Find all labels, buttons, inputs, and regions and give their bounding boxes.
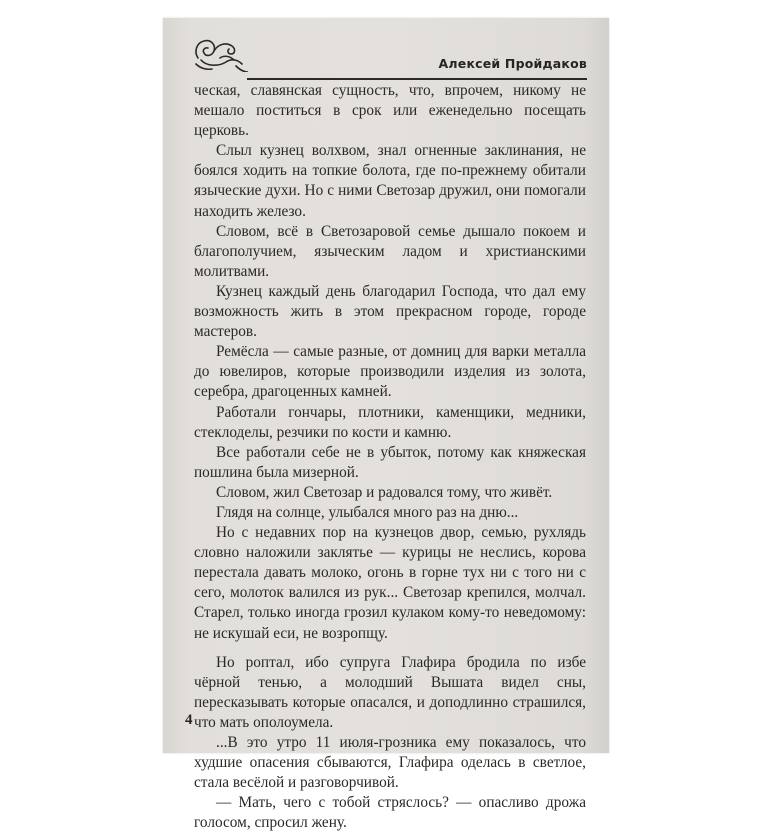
header-author: Алексей Пройдаков bbox=[438, 56, 587, 71]
paragraph: Словом, всё в Светозаровой семье дышало покоем и благополучием, языческим ладом и христианскими молитвами. bbox=[194, 222, 586, 280]
header-rule bbox=[247, 78, 587, 80]
paragraph: Все работали себе не в убыток, потому как княжеская пошлина была мизерной. bbox=[194, 443, 586, 481]
paragraph: Но роптал, ибо супруга Глафира бродила по избе чёрной тенью, а молодший Вышата видел сны, пересказывать которые опасался, и доподлинно страшился, что мать ополоумела. bbox=[194, 653, 586, 731]
paragraph: ...В это утро 11 июля-грозника ему показалось, что худшие опасения сбываются, Глафира оделась в светлое, стала весёлой и разговорчивой. bbox=[194, 734, 586, 792]
paragraph: Кузнец каждый день благодарил Господа, что дал ему возможность жить в этом прекрасном городе, городе мастеров. bbox=[194, 282, 586, 341]
paragraph: Словом, жил Светозар и радовался тому, что живёт. bbox=[216, 483, 553, 501]
paragraph: Глядя на солнце, улыбался много раз на дню... bbox=[216, 503, 519, 521]
ornament-icon bbox=[190, 30, 248, 72]
paragraph: Ремёсла — самые разные, от домниц для варки металла до ювелиров, которые производили изделия из золота, серебра, драгоценных камней. bbox=[194, 343, 586, 401]
paragraph: ческая, славянская сущность, что, впрочем, никому не мешало поститься в срок или еженедельно посещать церковь. bbox=[194, 82, 586, 140]
paragraph: — Мать, чего с тобой стряслось? — опасливо дрожа голосом, спросил жену. bbox=[194, 794, 586, 832]
paragraph: Слыл кузнец волхвом, знал огненные заклинания, не боялся ходить на топкие болота, где по-прежнему обитали языческие духи. Но с ними Светозар дружил, они помогали находить железо. bbox=[194, 142, 586, 220]
paragraph: Работали гончары, плотники, каменщики, медники, стеклоделы, резчики по кости и камню. bbox=[194, 403, 586, 441]
book-page bbox=[163, 18, 609, 832]
paragraph: Но с недавних пор на кузнецов двор, семью, рухлядь словно наложили заклятье — курицы не неслись, корова перестала давать молоко, огонь в горне тух ни с того ни с сего, молоток валился из рук... Светозар крепился, молчал. Старел, только иногда грозил кулаком кому-то неведомому: не искушай еси, не возропщу. bbox=[194, 524, 586, 642]
page-number: 4 bbox=[185, 712, 193, 728]
body-text bbox=[194, 81, 586, 833]
